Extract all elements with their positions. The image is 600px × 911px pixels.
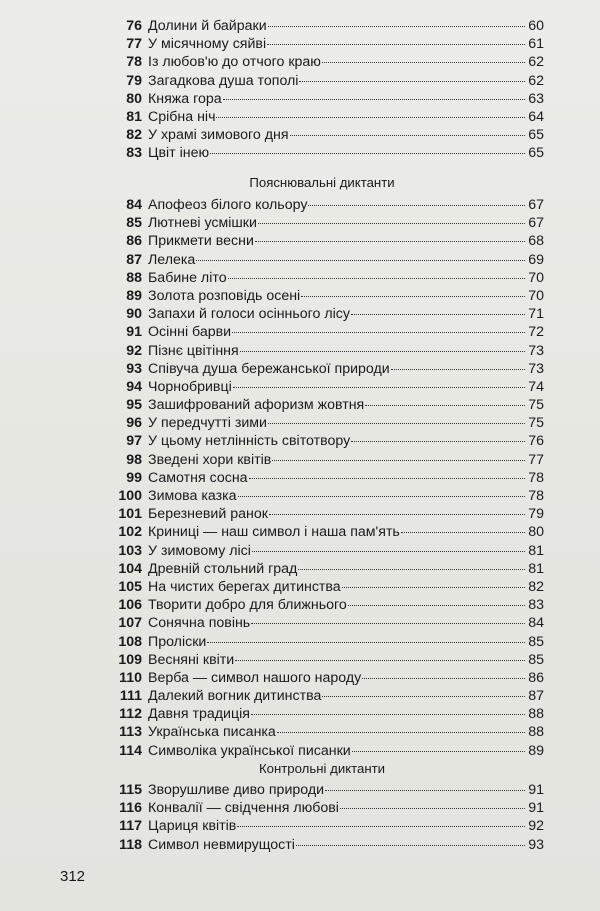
dot-leader — [365, 404, 525, 406]
toc-entry — [100, 126, 544, 144]
entry-number: 89 — [126, 287, 142, 304]
toc-entry — [100, 578, 544, 596]
dot-leader — [348, 604, 525, 606]
toc-entry — [100, 781, 544, 799]
entry-title: У зимовому лісі — [148, 542, 251, 559]
entry-page: 65 — [528, 127, 544, 144]
toc-entry — [100, 35, 544, 53]
toc-entry — [100, 432, 544, 450]
entry-title: Сонячна повінь — [148, 615, 251, 632]
entry-number: 109 — [118, 651, 142, 668]
entry-number: 92 — [126, 342, 142, 359]
entry-page: 68 — [528, 233, 544, 250]
entry-page: 75 — [528, 397, 544, 414]
toc-entry — [100, 687, 544, 705]
dot-leader — [235, 659, 525, 661]
toc-entry — [100, 451, 544, 469]
dot-leader — [228, 277, 525, 279]
entry-page: 71 — [528, 306, 544, 323]
toc-entry — [100, 836, 544, 854]
entry-number: 87 — [126, 251, 142, 268]
toc-entry — [100, 72, 544, 90]
entry-number: 107 — [118, 615, 142, 632]
entry-page: 70 — [528, 269, 544, 286]
entry-title: Символіка української писанки — [148, 742, 351, 759]
toc-group-2 — [100, 196, 544, 760]
toc-entry — [100, 108, 544, 126]
dot-leader — [216, 116, 525, 118]
entry-page: 91 — [528, 782, 544, 798]
entry-page: 62 — [528, 72, 544, 89]
entry-title: Проліски — [148, 633, 207, 650]
entry-number: 90 — [126, 306, 142, 323]
toc-entry — [100, 53, 544, 71]
entry-page: 80 — [528, 524, 544, 541]
dot-leader — [325, 789, 525, 791]
dot-leader — [249, 477, 525, 479]
dot-leader — [352, 750, 525, 752]
entry-title: Українська писанка — [148, 724, 276, 741]
entry-number: 97 — [126, 433, 142, 450]
dot-leader — [301, 295, 525, 297]
entry-page: 83 — [528, 597, 544, 614]
entry-page: 78 — [528, 469, 544, 486]
entry-title: У цьому нетлінність світотвору — [148, 433, 351, 450]
entry-page: 86 — [528, 669, 544, 686]
dot-leader — [298, 568, 525, 570]
entry-number: 81 — [126, 108, 142, 125]
entry-number: 110 — [119, 669, 142, 686]
entry-title: Лелека — [148, 251, 196, 268]
entry-title: Весняні квіти — [148, 651, 235, 668]
dot-leader — [272, 459, 525, 461]
entry-title: Золота розповідь осені — [148, 287, 301, 304]
dot-leader — [255, 240, 525, 242]
section-title-control: Контрольні диктанти — [258, 761, 386, 776]
toc-entry — [100, 360, 544, 378]
dot-leader — [340, 807, 525, 809]
entry-number: 82 — [126, 127, 142, 144]
entry-title: Верба — символ нашого народу — [148, 669, 362, 686]
entry-page: 73 — [528, 360, 544, 377]
dot-leader — [267, 43, 525, 45]
entry-number: 76 — [126, 18, 142, 34]
entry-number: 103 — [118, 542, 142, 559]
entry-page: 92 — [528, 818, 544, 835]
entry-number: 78 — [126, 54, 142, 71]
entry-number: 102 — [118, 524, 142, 541]
dot-leader — [290, 134, 525, 136]
dot-leader — [351, 440, 525, 442]
toc-entry — [100, 90, 544, 108]
entry-page: 81 — [528, 560, 544, 577]
entry-page: 88 — [528, 724, 544, 741]
dot-leader — [268, 25, 525, 27]
toc-entry — [100, 614, 544, 632]
entry-title: Долини й байраки — [148, 18, 267, 34]
entry-page: 72 — [528, 324, 544, 341]
entry-number: 100 — [118, 488, 142, 504]
entry-number: 101 — [118, 506, 142, 523]
toc-entry — [100, 633, 544, 651]
toc-entry — [100, 232, 544, 250]
toc-entry — [100, 669, 544, 687]
dot-leader — [251, 713, 525, 715]
dot-leader — [401, 531, 525, 533]
toc-entry — [100, 269, 544, 287]
dot-leader — [207, 641, 525, 643]
toc-entry — [100, 723, 544, 741]
entry-number: 108 — [118, 633, 142, 650]
entry-number: 106 — [118, 597, 142, 614]
entry-title: Із любов'ю до отчого краю — [148, 54, 321, 71]
entry-page: 84 — [528, 615, 544, 632]
toc-entry — [100, 469, 544, 487]
entry-title: Запахи й голоси осіннього лісу — [148, 306, 350, 323]
toc-entry — [100, 705, 544, 723]
entry-title: Зашифрований афоризм жовтня — [148, 397, 365, 414]
entry-title: Бабине літо — [148, 269, 227, 286]
entry-number: 99 — [126, 469, 142, 486]
dot-leader — [196, 259, 525, 261]
toc-entry — [100, 214, 544, 232]
dot-leader — [223, 98, 525, 100]
entry-number: 113 — [119, 724, 142, 741]
entry-number: 98 — [126, 451, 142, 468]
entry-page: 61 — [528, 36, 544, 53]
entry-number: 117 — [119, 818, 142, 835]
entry-title: Зведені хори квітів — [148, 451, 272, 468]
toc-entry — [100, 596, 544, 614]
dot-leader — [342, 586, 525, 588]
entry-page: 70 — [528, 287, 544, 304]
section-title-explanatory: Пояснювальні диктанти — [249, 175, 395, 190]
entry-title: Прикмети весни — [148, 233, 254, 250]
entry-number: 112 — [119, 706, 142, 723]
entry-title: Пізнє цвітіння — [148, 342, 239, 359]
entry-title: Апофеоз білого кольору — [148, 197, 308, 213]
entry-page: 67 — [528, 215, 544, 232]
toc-entry — [100, 542, 544, 560]
dot-leader — [391, 368, 525, 370]
entry-number: 115 — [119, 782, 142, 798]
entry-page: 64 — [528, 108, 544, 125]
entry-title: Криниці — наш символ і наша пам'ять — [148, 524, 400, 541]
entry-title: Символ невмирущості — [148, 836, 295, 853]
entry-title: Конвалії — свідчення любові — [148, 800, 339, 817]
entry-number: 118 — [119, 836, 142, 853]
entry-page: 69 — [528, 251, 544, 268]
entry-page: 85 — [528, 633, 544, 650]
toc-entry — [100, 487, 544, 505]
entry-number: 86 — [126, 233, 142, 250]
toc-entry — [100, 560, 544, 578]
entry-title: У передчутті зими — [148, 415, 267, 432]
entry-title: Срібна ніч — [148, 108, 216, 125]
entry-number: 111 — [119, 688, 142, 705]
entry-page: 73 — [528, 342, 544, 359]
dot-leader — [232, 331, 525, 333]
entry-title: Творити добро для ближнього — [148, 597, 347, 614]
entry-page: 91 — [528, 800, 544, 817]
toc-group-3 — [100, 781, 544, 854]
toc-entry — [100, 17, 544, 35]
toc-entry — [100, 305, 544, 323]
entry-page: 76 — [528, 433, 544, 450]
entry-number: 96 — [126, 415, 142, 432]
dot-leader — [362, 677, 525, 679]
dot-leader — [277, 731, 525, 733]
toc-entry — [100, 378, 544, 396]
dot-leader — [322, 61, 525, 63]
entry-number: 93 — [126, 360, 142, 377]
dot-leader — [240, 350, 525, 352]
entry-title: Осінні барви — [148, 324, 232, 341]
entry-page: 85 — [528, 651, 544, 668]
toc-entry — [100, 323, 544, 341]
entry-page: 78 — [528, 488, 544, 504]
entry-page: 77 — [528, 451, 544, 468]
dot-leader — [299, 80, 525, 82]
toc-entry — [100, 817, 544, 835]
entry-page: 82 — [528, 578, 544, 595]
dot-leader — [308, 204, 525, 206]
entry-number: 91 — [126, 324, 142, 341]
entry-page: 62 — [528, 54, 544, 71]
dot-leader — [251, 622, 525, 624]
entry-number: 77 — [126, 36, 142, 53]
page-number: 312 — [60, 868, 86, 885]
entry-page: 79 — [528, 506, 544, 523]
entry-page: 63 — [528, 90, 544, 107]
entry-title: Чорнобривці — [148, 378, 232, 395]
entry-page: 75 — [528, 415, 544, 432]
dot-leader — [238, 495, 525, 497]
dot-leader — [351, 313, 525, 315]
entry-title: У храмі зимового дня — [148, 127, 289, 144]
entry-number: 83 — [126, 145, 142, 162]
toc-entry — [100, 414, 544, 432]
entry-number: 104 — [118, 560, 142, 577]
entry-number: 84 — [126, 197, 142, 213]
entry-title: Далекий вогник дитинства — [148, 688, 322, 705]
entry-title: Лютневі усмішки — [148, 215, 257, 232]
entry-title: Древній стольний град — [148, 560, 298, 577]
entry-page: 88 — [528, 706, 544, 723]
entry-title: Цариця квітів — [148, 818, 237, 835]
entry-title: Співуча душа бережанської природи — [148, 360, 390, 377]
entry-title: Зимова казка — [148, 488, 237, 504]
dot-leader — [210, 152, 525, 154]
dot-leader — [268, 422, 525, 424]
toc-entry — [100, 342, 544, 360]
dot-leader — [322, 695, 525, 697]
entry-title: Самотня сосна — [148, 469, 248, 486]
entry-page: 89 — [528, 742, 544, 759]
toc-entry — [100, 799, 544, 817]
entry-number: 105 — [118, 578, 142, 595]
entry-number: 94 — [126, 378, 142, 395]
toc-entry — [100, 396, 544, 414]
entry-title: Княжа гора — [148, 90, 222, 107]
entry-title: У місячному сяйві — [148, 36, 267, 53]
toc-entry — [100, 287, 544, 305]
entry-number: 95 — [126, 397, 142, 414]
entry-number: 85 — [126, 215, 142, 232]
dot-leader — [258, 222, 525, 224]
entry-title: Давня традиція — [148, 706, 250, 723]
dot-leader — [233, 386, 525, 388]
entry-page: 65 — [528, 145, 544, 162]
entry-title: Загадкова душа тополі — [148, 72, 299, 89]
entry-number: 88 — [126, 269, 142, 286]
entry-number: 114 — [119, 742, 142, 759]
toc-entry — [100, 505, 544, 523]
entry-page: 60 — [528, 18, 544, 34]
entry-page: 67 — [528, 197, 544, 213]
entry-number: 79 — [126, 72, 142, 89]
dot-leader — [269, 513, 525, 515]
toc-entry — [100, 144, 544, 162]
entry-number: 116 — [119, 800, 142, 817]
toc-entry — [100, 651, 544, 669]
entry-page: 74 — [528, 378, 544, 395]
entry-title: Цвіт інею — [148, 145, 210, 162]
entry-page: 93 — [528, 836, 544, 853]
toc-entry — [100, 523, 544, 541]
dot-leader — [296, 844, 525, 846]
dot-leader — [252, 550, 525, 552]
toc-entry — [100, 251, 544, 269]
toc-entry — [100, 196, 544, 214]
toc-group-1 — [100, 17, 544, 163]
toc-entry — [100, 742, 544, 760]
entry-page: 87 — [528, 688, 544, 705]
dot-leader — [237, 825, 525, 827]
entry-number: 80 — [126, 90, 142, 107]
entry-title: Зворушливе диво природи — [148, 782, 325, 798]
entry-page: 81 — [528, 542, 544, 559]
entry-title: Березневий ранок — [148, 506, 268, 523]
entry-title: На чистих берегах дитинства — [148, 578, 341, 595]
